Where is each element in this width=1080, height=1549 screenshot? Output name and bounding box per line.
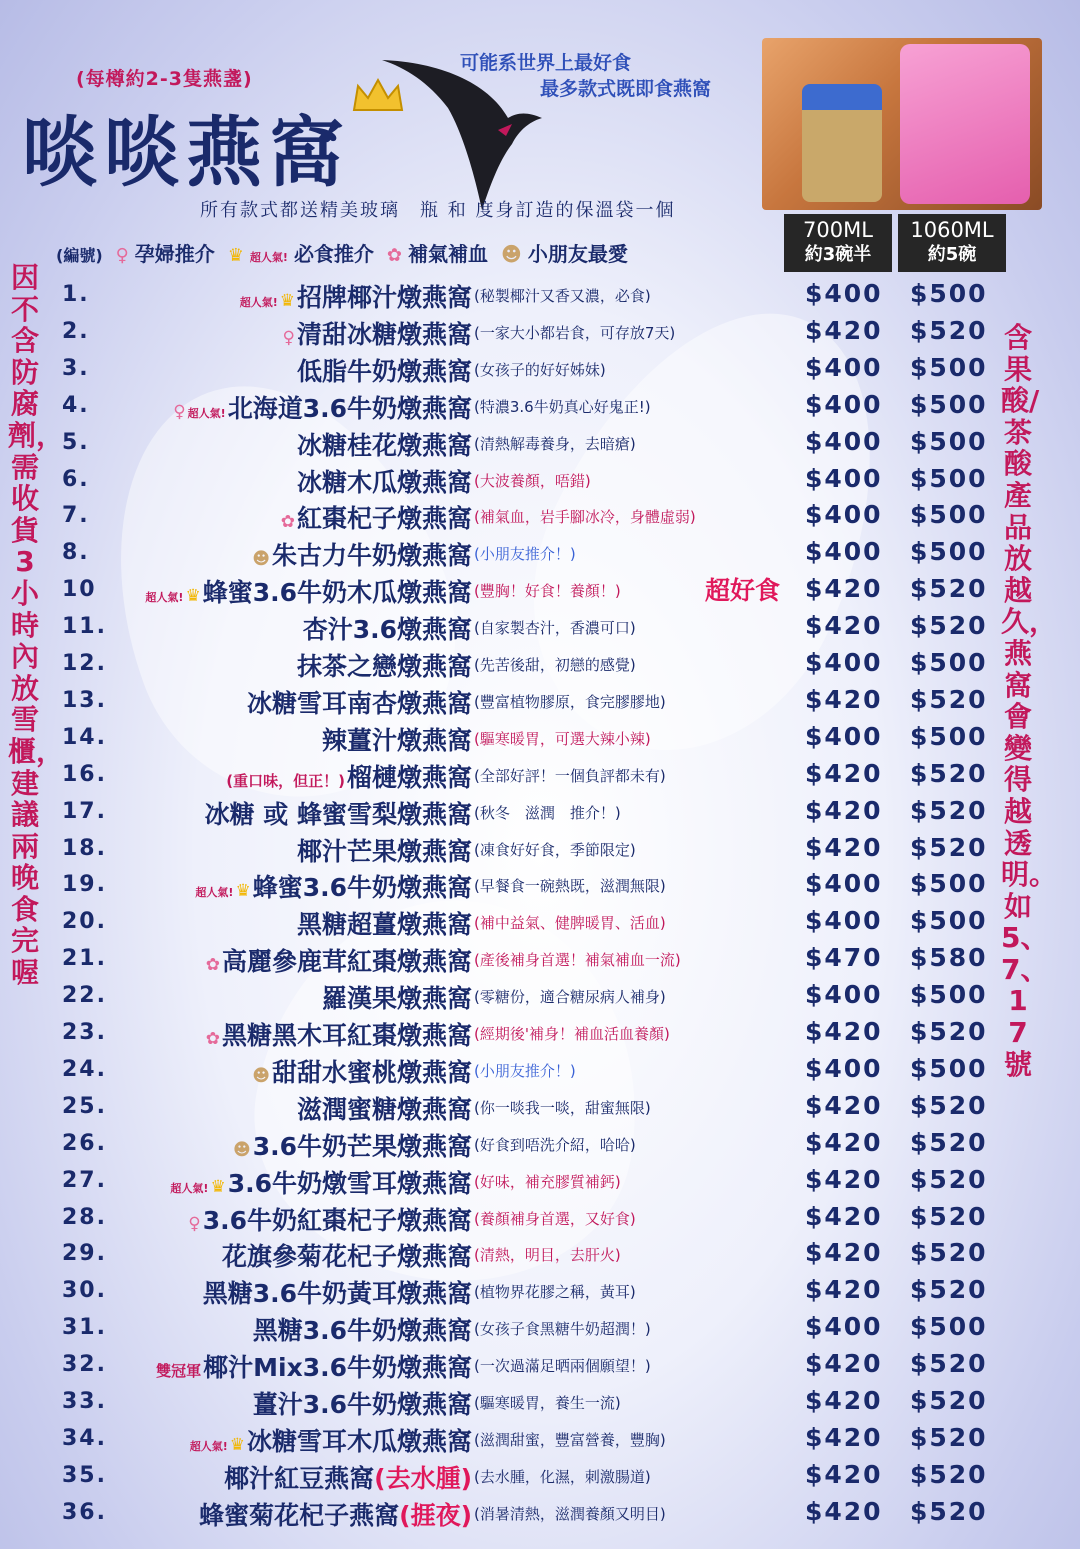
- item-note: (豐胸！好食！養顏！): [474, 582, 621, 601]
- item-name: [253, 1385, 472, 1421]
- item-title: 蜂蜜3.6牛奶木瓜燉燕窩: [202, 578, 472, 608]
- item-title: 椰汁紅豆燕窩: [224, 1463, 375, 1493]
- item-name: [252, 1053, 472, 1089]
- item-number: 22.: [62, 983, 107, 1009]
- kid-face-icon: ☻: [252, 549, 270, 570]
- item-name: [297, 352, 472, 388]
- menu-row: [0, 1016, 1000, 1053]
- item-note: (經期後'補身！補血活血養顏): [474, 1025, 670, 1043]
- item-name: [173, 389, 472, 425]
- menu-row: [0, 536, 1000, 573]
- menu-row: [0, 1311, 1000, 1348]
- item-title-extra: (捱夜): [399, 1500, 472, 1530]
- item-note: (豐富植物膠原，食完膠膠地): [474, 692, 666, 711]
- product-jar-image: [802, 84, 882, 202]
- item-note: (好味，補充膠質補鈣): [474, 1172, 621, 1191]
- menu-row: [0, 979, 1000, 1016]
- menu-row: [0, 868, 1000, 905]
- item-badge: 超人氣!: [195, 886, 234, 900]
- menu-row: [0, 1237, 1000, 1274]
- price-1060ml: $520: [910, 1349, 988, 1379]
- item-note: (你一啖我一啖，甜蜜無限): [474, 1098, 651, 1117]
- price-1060ml: $500: [910, 648, 988, 677]
- item-name: [226, 758, 472, 794]
- price-1060ml: $520: [910, 315, 988, 345]
- price-1060ml: $500: [910, 537, 988, 567]
- item-number: 14.: [62, 724, 107, 750]
- price-700ml: $420: [805, 1164, 883, 1194]
- price-700ml: $420: [805, 1422, 883, 1452]
- price-700ml: $400: [805, 906, 883, 936]
- item-note: (驅寒暖胃，養生一流): [474, 1394, 621, 1412]
- price-700ml: $420: [805, 1349, 883, 1379]
- item-note: (好食到唔洗介紹，哈哈): [474, 1135, 636, 1154]
- price-700ml: $420: [805, 684, 883, 714]
- price-1060ml: $520: [910, 1496, 988, 1526]
- price-1060ml: $520: [910, 684, 988, 714]
- price-1060ml: $520: [910, 1422, 988, 1452]
- price-1060ml: $520: [910, 1459, 988, 1489]
- price-700ml: $400: [805, 1053, 883, 1083]
- item-note: (去水腫，化濕，刺激腸道): [474, 1467, 651, 1486]
- crown-icon: ♛: [279, 291, 295, 311]
- item-badge: (重口味，但正！): [226, 771, 345, 790]
- item-number: 31.: [62, 1315, 107, 1341]
- legend-number-label: (編號): [56, 246, 103, 265]
- price-1060ml: $520: [910, 1386, 988, 1415]
- legend: [56, 238, 634, 267]
- price-1060ml: $500: [910, 389, 988, 419]
- storage-warning-vertical: 因不含防腐劑，需收貨3小時內放雪櫃，建議兩晚食完喔: [8, 261, 65, 990]
- menu-row: [0, 832, 1000, 869]
- price-1060ml: $500: [910, 721, 988, 751]
- item-name: [322, 979, 472, 1015]
- item-note: (凍食好好食，季節限定): [474, 840, 636, 859]
- menu-row: [0, 1090, 1000, 1127]
- item-title: 黑糖黑木耳紅棗燉燕窩: [221, 1021, 472, 1050]
- item-name: [224, 1459, 472, 1495]
- legend-super-tag: 超人氣!: [249, 251, 288, 264]
- item-number: 34.: [62, 1425, 107, 1451]
- price-1060ml: $500: [910, 500, 988, 530]
- price-1060ml: $500: [910, 279, 988, 308]
- size-column-700: [784, 214, 892, 272]
- item-note: (產後補身首選！補氣補血一流): [474, 951, 681, 970]
- item-badge: 超人氣!: [187, 406, 226, 420]
- item-note: (女孩子的好好姊妹): [474, 360, 606, 379]
- item-name: [195, 868, 472, 904]
- item-number: 28.: [62, 1204, 107, 1230]
- item-name: [252, 536, 472, 572]
- item-name: [281, 499, 472, 535]
- item-title: 冰糖木瓜燉燕窩: [296, 467, 472, 497]
- item-badge: 超人氣!: [239, 296, 278, 309]
- item-name: [297, 463, 472, 499]
- price-1060ml: $520: [910, 1238, 988, 1268]
- price-700ml: $420: [805, 611, 883, 641]
- price-1060ml: $500: [910, 463, 988, 493]
- price-700ml: $420: [805, 1275, 883, 1305]
- size-volume: 1060ML: [910, 218, 994, 242]
- flower-icon: ✿: [386, 245, 402, 266]
- item-note: (早餐食一碗熱既，滋潤無限): [474, 877, 666, 896]
- size-bowls: 約5碗: [927, 244, 977, 265]
- item-number: 29.: [62, 1241, 107, 1267]
- item-number: 17.: [62, 798, 107, 824]
- price-1060ml: $520: [910, 1090, 988, 1120]
- size-bowls: 約3碗半: [804, 244, 872, 265]
- crown-icon: ♛: [235, 881, 251, 902]
- menu-row: [0, 389, 1000, 426]
- price-700ml: $470: [805, 943, 883, 973]
- brand-logo-text: 啖啖燕窩: [22, 108, 350, 197]
- item-title: 冰糖 或 蜂蜜雪梨燉燕窩: [204, 799, 472, 829]
- size-volume: 700ML: [803, 218, 873, 242]
- item-name: [253, 1311, 472, 1347]
- item-number: 26.: [62, 1130, 107, 1156]
- menu-row: [0, 1164, 1000, 1201]
- price-700ml: $400: [805, 1312, 883, 1342]
- kid-face-icon: ☻: [252, 1065, 270, 1086]
- item-number: 12.: [62, 651, 107, 676]
- price-700ml: $420: [805, 1238, 883, 1268]
- item-number: 32.: [62, 1352, 107, 1378]
- item-name: [297, 832, 472, 868]
- item-name: [222, 1237, 472, 1273]
- price-700ml: $400: [805, 389, 883, 419]
- item-number: 27.: [62, 1167, 107, 1193]
- menu-row: [0, 315, 1000, 352]
- item-note: (特濃3.6牛奶真心好鬼正!): [474, 397, 651, 416]
- tagline-line-2: 最多款式既即食燕窩: [540, 78, 712, 100]
- item-title: 3.6牛奶紅棗杞子燉燕窩: [202, 1205, 472, 1235]
- menu-row: [0, 1274, 1000, 1311]
- item-title: 甜甜水蜜桃燉燕窩: [271, 1057, 472, 1087]
- item-note: (女孩子食黑糖牛奶超潤！): [474, 1320, 651, 1339]
- item-note: (清熱，明目，去肝火): [474, 1246, 621, 1265]
- item-name: [170, 1164, 472, 1200]
- item-badge: 超人氣!: [189, 1439, 228, 1453]
- price-1060ml: $500: [910, 426, 988, 456]
- item-note: (先苦後甜，初戀的感覺): [474, 656, 636, 674]
- kid-face-icon: ☻: [232, 1139, 251, 1160]
- item-note: (零糖份，適合糖尿病人補身): [474, 988, 666, 1007]
- item-title: 蜂蜜菊花杞子燕窩: [199, 1500, 400, 1530]
- price-700ml: $400: [805, 426, 883, 456]
- flower-icon: ✿: [205, 955, 220, 976]
- price-700ml: $420: [805, 1127, 883, 1157]
- item-number: 6.: [62, 466, 90, 492]
- item-highlight: 超好食: [705, 576, 781, 606]
- item-note: (補氣血，岩手腳冰冷，身體虛弱): [474, 508, 696, 527]
- price-1060ml: $520: [910, 1017, 988, 1046]
- price-700ml: $400: [805, 352, 883, 382]
- menu-row: [0, 795, 1000, 832]
- item-number: 25.: [62, 1093, 107, 1119]
- item-title: 冰糖桂花燉燕窩: [296, 430, 472, 460]
- item-number: 5.: [62, 429, 90, 455]
- price-1060ml: $520: [910, 1127, 988, 1157]
- price-700ml: $420: [805, 574, 883, 604]
- item-note: (秋冬 滋潤 推介！): [474, 803, 621, 822]
- item-name: [247, 684, 472, 720]
- menu-row: [0, 426, 1000, 463]
- price-1060ml: $520: [910, 758, 988, 788]
- menu-row: [0, 463, 1000, 500]
- item-title: 杏汁3.6燉燕窩: [302, 615, 472, 645]
- menu-row: [0, 573, 1000, 610]
- item-note: (秘製椰汁又香又濃，必食): [474, 287, 651, 305]
- item-note: (補中益氣、健脾暖胃、活血): [474, 914, 666, 933]
- legend-kids: 小朋友最愛: [527, 242, 628, 266]
- item-note: (全部好評！一個負評都未有): [474, 766, 666, 785]
- item-title: 清甜冰糖燉燕窩: [296, 319, 472, 349]
- item-number: 11.: [62, 614, 107, 640]
- tagline-line-1: 可能系世界上最好食: [460, 52, 632, 74]
- item-name: [203, 1274, 472, 1310]
- price-700ml: $420: [805, 1201, 883, 1231]
- item-title-extra: (去水腫): [374, 1463, 472, 1493]
- item-note: (滋潤甜蜜，豐富營養，豐胸): [474, 1430, 666, 1449]
- price-700ml: $400: [805, 463, 883, 493]
- item-title: 黑糖3.6牛奶燉燕窩: [252, 1316, 472, 1346]
- item-title: 低脂牛奶燉燕窩: [296, 356, 472, 386]
- price-700ml: $420: [805, 1090, 883, 1120]
- item-number: 13.: [62, 687, 107, 713]
- item-name: [297, 905, 472, 941]
- crown-icon: ♛: [227, 245, 244, 266]
- item-number: 23.: [62, 1020, 107, 1045]
- price-700ml: $400: [805, 980, 883, 1010]
- price-700ml: $420: [805, 1459, 883, 1489]
- price-1060ml: $500: [910, 906, 988, 936]
- product-photo: [762, 38, 1042, 210]
- item-name: [297, 426, 472, 462]
- crown-icon: ♛: [229, 1434, 245, 1455]
- item-title: 紅棗杞子燉燕窩: [296, 504, 472, 534]
- price-700ml: $400: [805, 869, 883, 899]
- price-700ml: $420: [805, 1496, 883, 1526]
- price-700ml: $400: [805, 500, 883, 530]
- item-badge: 雙冠軍: [156, 1362, 202, 1381]
- item-note: (小朋友推介！): [474, 545, 576, 564]
- menu-row: [0, 1201, 1000, 1238]
- item-name: [206, 1016, 472, 1052]
- price-700ml: $400: [805, 537, 883, 567]
- item-number: 2.: [62, 318, 90, 344]
- price-700ml: $400: [805, 721, 883, 751]
- item-title: 北海道3.6牛奶燉燕窩: [227, 393, 472, 423]
- bottle-note: (每樽約2-3隻燕盞): [76, 68, 253, 90]
- item-number: 16.: [62, 761, 107, 787]
- thermal-bag-image: [900, 44, 1030, 204]
- item-title: 抹茶之戀燉燕窩: [296, 652, 472, 681]
- item-title: 黑糖3.6牛奶黃耳燉燕窩: [202, 1279, 472, 1309]
- legend-pregnant: 孕婦推介: [134, 242, 215, 266]
- legend-must-eat: 必食推介: [293, 242, 374, 266]
- item-name: [240, 278, 472, 314]
- menu-row: [0, 1422, 1000, 1459]
- item-number: 20.: [62, 909, 107, 935]
- item-number: 19.: [62, 872, 107, 898]
- menu-row: [0, 1459, 1000, 1496]
- menu-row: [0, 684, 1000, 721]
- item-title: 冰糖雪耳木瓜燉燕窩: [246, 1426, 472, 1456]
- item-number: 21.: [62, 946, 107, 972]
- item-name: [145, 573, 472, 609]
- item-title: 薑汁3.6牛奶燉燕窩: [252, 1390, 472, 1419]
- pregnant-icon: ♀: [282, 327, 295, 348]
- menu-row: [0, 905, 1000, 942]
- item-name: [322, 721, 472, 757]
- crown-icon: ♛: [185, 586, 201, 607]
- price-1060ml: $520: [910, 795, 988, 825]
- swallow-bird-icon: [378, 52, 548, 212]
- item-note: (自家製杏汁，香濃可口): [474, 619, 636, 638]
- price-700ml: $420: [805, 315, 883, 345]
- price-1060ml: $520: [910, 1201, 988, 1231]
- item-name: [205, 795, 472, 831]
- price-700ml: $420: [805, 832, 883, 862]
- price-700ml: $400: [805, 648, 883, 677]
- item-badge: 超人氣!: [170, 1181, 209, 1195]
- price-1060ml: $520: [910, 1164, 988, 1194]
- price-700ml: $400: [805, 279, 883, 308]
- menu-row: [0, 721, 1000, 758]
- item-note: (驅寒暖胃，可選大辣小辣): [474, 729, 651, 748]
- item-title: 招牌椰汁燉燕窩: [296, 283, 472, 312]
- menu-row: [0, 647, 1000, 684]
- item-title: 高麗參鹿茸紅棗燉燕窩: [221, 947, 472, 977]
- flower-icon: ✿: [280, 512, 295, 533]
- item-number: 4.: [62, 392, 90, 418]
- item-name: [199, 1496, 472, 1532]
- item-number: 3.: [62, 355, 90, 381]
- item-title: 朱古力牛奶燉燕窩: [271, 541, 472, 571]
- item-title: 花旗參菊花杞子燉燕窩: [221, 1242, 472, 1272]
- menu-row: [0, 352, 1000, 389]
- item-title: 羅漢果燉燕窩: [321, 984, 472, 1014]
- item-title: 3.6牛奶燉雪耳燉燕窩: [227, 1168, 472, 1198]
- item-name: [156, 1348, 472, 1384]
- price-700ml: $420: [805, 795, 883, 825]
- item-note: (清熱解毒養身，去暗瘡): [474, 434, 636, 453]
- item-title: 蜂蜜3.6牛奶燉燕窩: [252, 873, 472, 903]
- item-name: [190, 1422, 472, 1458]
- item-title: 黑糖超薑燉燕窩: [296, 910, 472, 940]
- item-number: 35.: [62, 1462, 107, 1488]
- gift-subtitle: 所有款式都送精美玻璃 瓶 和 度身訂造的保溫袋一個: [200, 200, 676, 221]
- item-title: 滋潤蜜糖燉燕窩: [296, 1094, 472, 1124]
- item-title: 冰糖雪耳南杏燉燕窩: [246, 688, 472, 718]
- menu-row: [0, 1127, 1000, 1164]
- menu-row: [0, 1385, 1000, 1422]
- item-name: [283, 315, 472, 351]
- kid-face-icon: ☻: [500, 242, 522, 266]
- price-1060ml: $520: [910, 1275, 988, 1305]
- item-badge: 超人氣!: [145, 591, 184, 605]
- legend-nourish: 補氣補血: [408, 242, 488, 266]
- menu-row: [0, 610, 1000, 647]
- item-name: [233, 1127, 472, 1163]
- price-1060ml: $520: [910, 832, 988, 862]
- item-note: (一家大小都岩食，可存放7天): [474, 323, 676, 342]
- menu-row: [0, 278, 1000, 315]
- menu-row: [0, 1053, 1000, 1090]
- transparency-note-vertical: 含果酸/茶酸產品放越久，燕窩會變得越透明。如5、7、17號: [1001, 321, 1058, 1081]
- item-note: (小朋友推介！): [474, 1061, 576, 1080]
- item-number: 33.: [62, 1389, 107, 1414]
- item-note: (消暑清熱，滋潤養顏又明目): [474, 1504, 666, 1523]
- price-1060ml: $580: [910, 943, 988, 973]
- price-1060ml: $520: [910, 574, 988, 604]
- pregnant-icon: ♀: [173, 401, 186, 422]
- price-1060ml: $500: [910, 980, 988, 1010]
- item-title: 3.6牛奶芒果燉燕窩: [252, 1131, 472, 1161]
- item-name: [297, 1090, 472, 1126]
- size-column-1060: [898, 214, 1006, 272]
- item-title: 辣薑汁燉燕窩: [321, 725, 472, 755]
- item-title: 椰汁芒果燉燕窩: [296, 836, 472, 866]
- price-700ml: $420: [805, 1017, 883, 1046]
- price-700ml: $420: [805, 1386, 883, 1415]
- item-name: [188, 1201, 472, 1237]
- price-1060ml: $500: [910, 869, 988, 899]
- item-note: (大波養顏，唔錯): [474, 471, 591, 490]
- item-number: 30.: [62, 1278, 107, 1304]
- item-number: 10: [62, 577, 97, 603]
- price-1060ml: $500: [910, 1053, 988, 1083]
- item-number: 7.: [62, 503, 90, 529]
- item-title: 椰汁Mix3.6牛奶燉燕窩: [203, 1353, 472, 1383]
- item-number: 1.: [62, 282, 90, 307]
- item-number: 36.: [62, 1499, 107, 1525]
- flower-icon: ✿: [205, 1029, 220, 1049]
- item-number: 8.: [62, 540, 90, 566]
- item-number: 18.: [62, 835, 107, 861]
- item-name: [297, 647, 472, 683]
- item-note: (一次過滿足晒兩個願望！): [474, 1357, 651, 1376]
- menu-row: [0, 1496, 1000, 1533]
- item-note: (植物界花膠之稱，黃耳): [474, 1283, 636, 1302]
- pregnant-icon: ♀: [188, 1213, 201, 1234]
- item-title: 榴槤燉燕窩: [346, 762, 472, 792]
- item-note: (養顏補身首選，又好食): [474, 1209, 636, 1228]
- pregnant-icon: ♀: [115, 245, 129, 266]
- menu-row: [0, 758, 1000, 795]
- price-1060ml: $500: [910, 1312, 988, 1342]
- menu-row: [0, 499, 1000, 536]
- price-1060ml: $520: [910, 611, 988, 641]
- item-name: [206, 942, 472, 978]
- price-1060ml: $500: [910, 352, 988, 382]
- item-number: 24.: [62, 1056, 107, 1082]
- price-700ml: $420: [805, 758, 883, 788]
- item-name: [303, 610, 472, 646]
- menu-row: [0, 942, 1000, 979]
- crown-icon: ♛: [210, 1176, 226, 1197]
- menu-row: [0, 1348, 1000, 1385]
